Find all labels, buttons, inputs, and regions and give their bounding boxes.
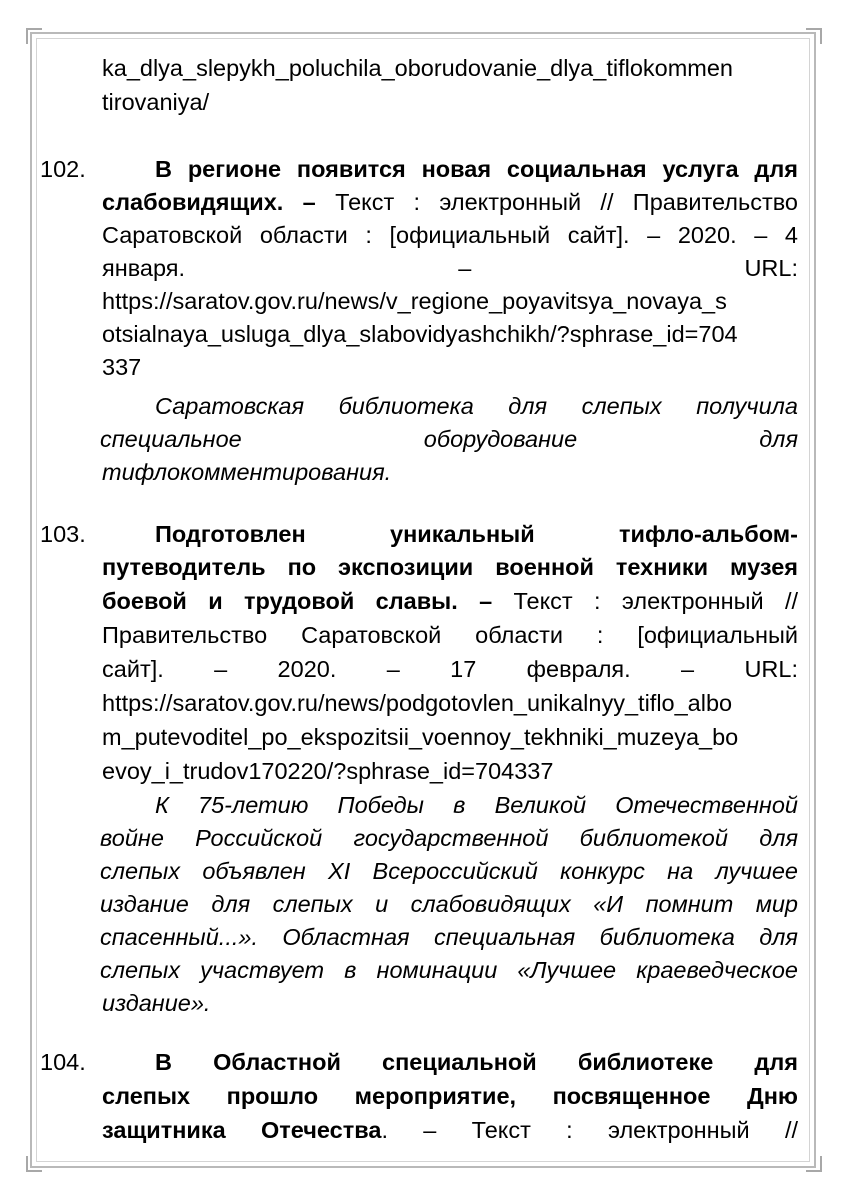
entry-annotation-line: слепых объявлен XI Всероссийский конкурс на лучшее [100, 858, 798, 884]
entry-title-line: В регионе появится новая социальная услуга для [155, 156, 798, 182]
entry-annotation-line: издание». [102, 990, 211, 1016]
continued-url-line: tirovaniya/ [102, 89, 210, 115]
entry-line: сайт]. – 2020. – 17 февраля. – URL: [102, 656, 798, 682]
entry-title-line: Подготовлен уникальный тифло-альбом- [155, 521, 798, 547]
entry-url-line: otsialnaya_usluga_dlya_slabovidyashchikh/?sphrase_id=704 [102, 321, 738, 347]
entry-title-line: В Областной специальной библиотеке для [155, 1049, 798, 1075]
entry-annotation-line: К 75-летию Победы в Великой Отечественной [155, 792, 798, 818]
entry-annotation-line: войне Российской государственной библиотекой для [100, 825, 798, 851]
entry-url-line: evoy_i_trudov170220/?sphrase_id=704337 [102, 758, 554, 784]
entry-line: Правительство Саратовской области : [официальный [102, 622, 798, 648]
entry-title-line: слепых прошло мероприятие, посвященное Дню [102, 1083, 798, 1109]
entry-annotation-line: тифлокомментирования. [102, 459, 392, 485]
entry-number: 104. [40, 1049, 86, 1075]
entry-line: января. – URL: [102, 255, 798, 281]
entry-url-line: 337 [102, 354, 142, 380]
frame-corner-top-left [26, 28, 42, 44]
frame-corner-top-right [806, 28, 822, 44]
entry-url-line: m_putevoditel_po_ekspozitsii_voennoy_tekhniki_muzeya_bo [102, 724, 739, 750]
entry-line: Саратовской области : [официальный сайт]. – 2020. – 4 [102, 222, 798, 248]
entry-number: 103. [40, 521, 86, 547]
entry-annotation-line: спасенный...». Областная специальная библиотека для [100, 924, 798, 950]
entry-number: 102. [40, 156, 86, 182]
entry-annotation-line: Саратовская библиотека для слепых получила [155, 393, 798, 419]
entry-line: боевой и трудовой славы. – Текст : электронный // [102, 588, 799, 614]
entry-annotation-line: специальное оборудование для [100, 426, 798, 452]
frame-corner-bottom-left [26, 1156, 42, 1172]
continued-url-line: ka_dlya_slepykh_poluchila_oborudovanie_dlya_tiflokommen [102, 55, 734, 81]
entry-line: защитника Отечества. – Текст : электронный // [102, 1117, 799, 1143]
entry-url-line: https://saratov.gov.ru/news/podgotovlen_unikalnyy_tiflo_albo [102, 690, 733, 716]
entry-annotation-line: издание для слепых и слабовидящих «И помнит мир [100, 891, 798, 917]
entry-title-line: путеводитель по экспозиции военной техники музея [102, 554, 798, 580]
entry-url-line: https://saratov.gov.ru/news/v_regione_poyavitsya_novaya_s [102, 288, 727, 314]
entry-line: слабовидящих. – Текст : электронный // Правительство [102, 189, 798, 215]
entry-annotation-line: слепых участвует в номинации «Лучшее краеведческое [100, 957, 798, 983]
frame-corner-bottom-right [806, 1156, 822, 1172]
